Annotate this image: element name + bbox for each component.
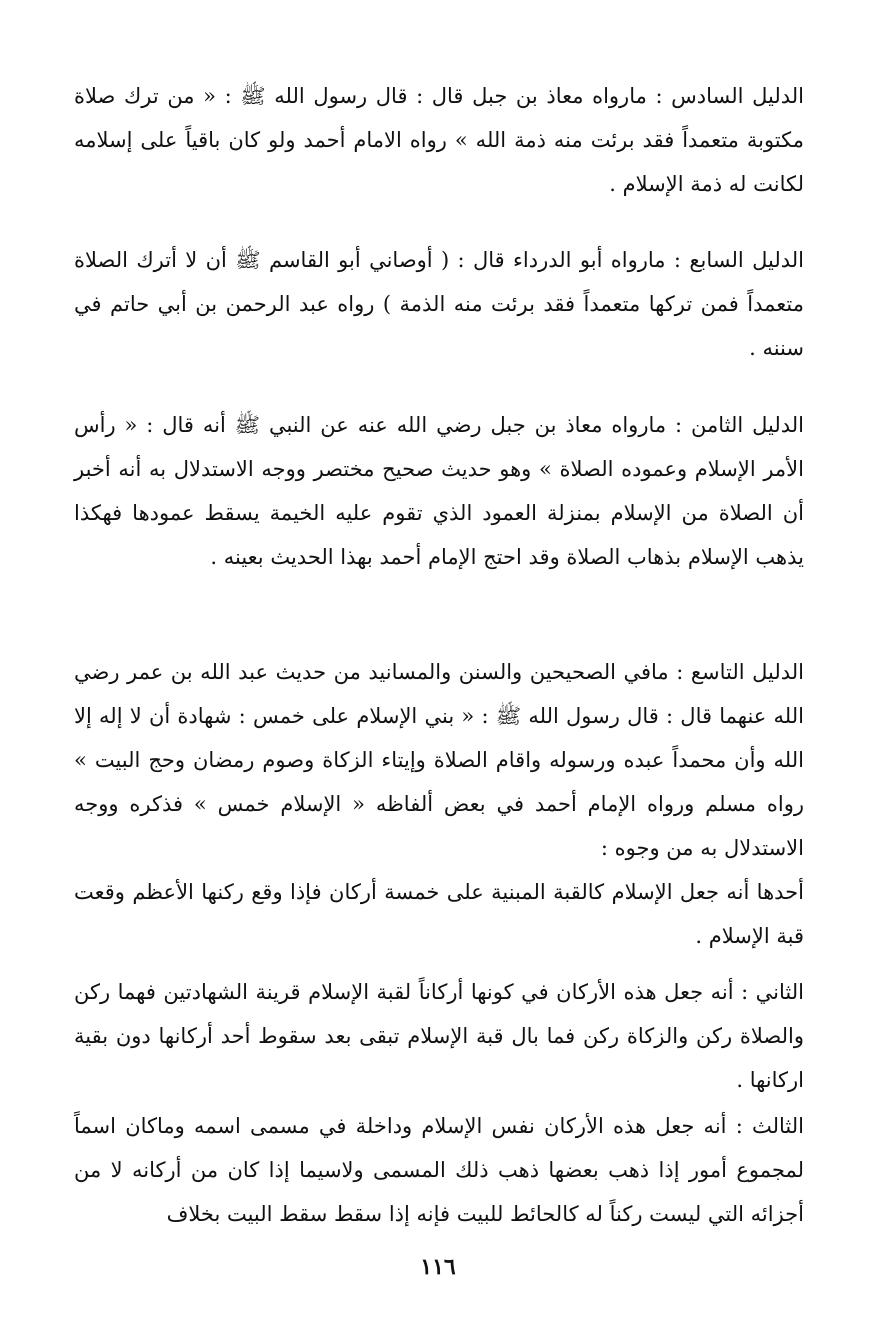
paragraph-second-aspect: الثاني : أنه جعل هذه الأركان في كونها أركاناً لقبة الإسلام قرينة الشهادتين فهما ركن والصلاة ركن والزكاة ركن فما بال قبة الإسلام تبقى بعد سقوط أحد أركانها دون بقية اركانها . — [74, 980, 804, 1092]
page-number: ١١٦ — [420, 1254, 456, 1280]
paragraph-third-aspect: الثالث : أنه جعل هذه الأركان نفس الإسلام وداخلة في مسمى اسمه وماكان اسماً لمجموع أمور إذا ذهب بعضها ذهب ذلك المسمى ولاسيما إذا كان من أركانه لا من أجزائه التي ليست ركناً له كالحائط للبيت فإنه إذا سقط سقط البيت بخلاف — [74, 1114, 805, 1226]
paragraph-seventh-evidence: الدليل السابع : مارواه أبو الدرداء قال : ( أوصاني أبو القاسم ﷺ أن لا أترك الصلاة متعمداً فمن تركها متعمداً فقد برئت منه الذمة ) رواه عبد الرحمن بن أبي حاتم في سننه . — [74, 248, 804, 360]
paragraph-ninth-evidence: الدليل التاسع : مافي الصحيحين والسنن والمسانيد من حديث عبد الله بن عمر رضي الله عنهما قال : قال رسول الله ﷺ : « بني الإسلام على خمس : شهادة أن لا إله إلا الله وأن محمداً عبده ورسوله واقام الصلاة وإيتاء الزكاة وصوم رمضان وحج البيت » رواه مسلم ورواه الإمام أحمد في بعض ألفاظه « الإسلام خمس » فذكره ووجه الاستدلال به من وجوه : — [74, 660, 804, 860]
paragraph-first-aspect: أحدها أنه جعل الإسلام كالقبة المبنية على خمسة أركان فإذا وقع ركنها الأعظم وقعت قبة الإسلام . — [74, 880, 804, 948]
paragraph-sixth-evidence: الدليل السادس : مارواه معاذ بن جبل قال : قال رسول الله ﷺ : « من ترك صلاة مكتوبة متعمداً فقد برئت منه ذمة الله » رواه الامام أحمد ولو كان باقياً على إسلامه لكانت له ذمة الإسلام . — [74, 84, 804, 196]
paragraph-eighth-evidence: الدليل الثامن : مارواه معاذ بن جبل رضي الله عنه عن النبي ﷺ أنه قال : « رأس الأمر الإسلام وعموده الصلاة » وهو حديث صحيح مختصر ووجه الاستدلال به أنه أخبر أن الصلاة من الإسلام بمنزلة العمود الذي تقوم عليه الخيمة يسقط عمودها فهكذا يذهب الإسلام بذهاب الصلاة وقد احتج الإمام أحمد بهذا الحديث بعينه . — [74, 413, 804, 569]
